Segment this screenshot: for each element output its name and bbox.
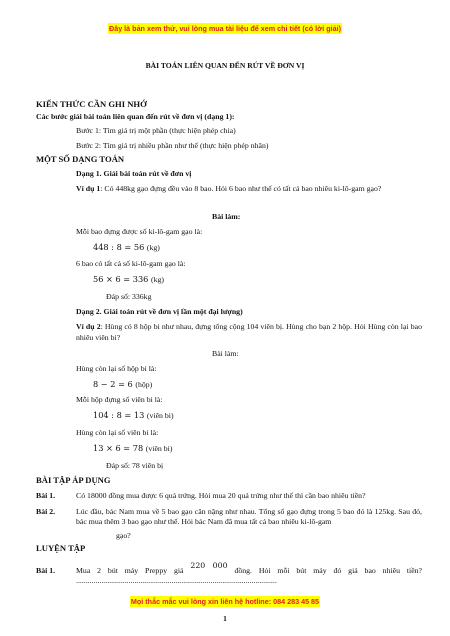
exercise-1-text: Có 18000 đồng mua được 6 quả trứng. Hỏi mua 20 quả trứng như thế thì cần bao nhiêu tiền? xyxy=(76,491,366,500)
ex2-answer: Đáp số: 78 viên bị xyxy=(106,461,164,470)
step-2: Bước 2: Tìm giá trị nhiều phần như thế (thực hiện phép nhân) xyxy=(76,141,269,150)
page-title: BÀI TOÁN LIÊN QUAN ĐẾN RÚT VỀ ĐƠN VỊ xyxy=(145,61,305,70)
ex1-calc-2: 56 × 6 = 336 (kg) xyxy=(93,274,164,284)
form2-heading: Dạng 2. Giải toán rút về đơn vị lần một đại lượng) xyxy=(76,307,243,316)
ex2-calc-3: 13 × 6 = 78 (viên bi) xyxy=(93,443,173,453)
section-heading-forms: MỘT SỐ DẠNG TOÁN xyxy=(36,154,125,164)
example-1: Ví dụ 1: Có 448kg gạo đựng đều vào 8 bao. Hỏi 6 bao như thế có tất cả bao nhiêu ki-lô-gam gạo? xyxy=(76,184,382,193)
form1-heading: Dạng 1. Giải bài toán rút về đơn vị xyxy=(76,169,192,178)
ex2-line-2: Mỗi hộp đựng số viên bi là: xyxy=(76,395,163,404)
ex2-line-3: Hùng còn lại số viên bi là: xyxy=(76,428,159,437)
training-1-label: Bài 1. xyxy=(36,566,56,575)
exercise-2-text: Lúc đầu, bác Nam mua về 5 bao gạo cân nặng như nhau. Tổng số gạo đựng trong 5 bao đó là 125kg. Sau đó, bác mua thêm 3 bao gạo như thế. Hỏi bác Nam đã mua tất cả bao nhiêu ki-lô-gam xyxy=(76,507,422,526)
section-heading-practice: BÀI TẬP ÁP DỤNG xyxy=(36,475,111,485)
ex2-line-1: Hùng còn lại số hộp bi là: xyxy=(76,364,157,373)
preview-banner: Đây là bản xem thử, vui lòng mua tài liệu để xem chi tiết (có lời giải) xyxy=(109,24,341,33)
step-1: Bước 1: Tìm giá trị một phần (thực hiện phép chia) xyxy=(76,126,236,135)
section-heading-training: LUYỆN TẬP xyxy=(36,543,86,553)
ex1-calc-1: 448 : 8 = 56 (kg) xyxy=(93,242,160,252)
ex1-answer: Đáp số: 336kg xyxy=(106,292,152,301)
ex2-calc-2: 104 : 8 = 13 (viên bi) xyxy=(93,410,174,420)
solution-label-1: Bài làm: xyxy=(212,212,241,221)
ex2-calc-1: 8 − 2 = 6 (hộp) xyxy=(93,379,153,389)
exercise-1-label: Bài 1. xyxy=(36,491,56,500)
training-1-text: Mua 2 bút máy Preppy giá 220 000 đồng. Hỏi mỗi bút máy đó giá bao nhiêu tiền? ....................................................................................................... xyxy=(76,561,423,585)
price-value: 220 000 xyxy=(190,561,228,570)
ex1-line-1: Mỗi bao đựng được số ki-lô-gam gạo là: xyxy=(76,227,203,236)
solution-label-2: Bài làm: xyxy=(212,349,239,358)
exercise-2-label: Bài 2. xyxy=(36,507,56,516)
steps-subheading: Các bước giải bài toán liên quan đến rút về đơn vị (dạng 1): xyxy=(36,112,235,121)
section-heading-knowledge: KIẾN THỨC CẦN GHI NHỚ xyxy=(36,99,147,109)
page-number: 1 xyxy=(223,614,227,623)
ex1-line-2: 6 bao có tất cả số ki-lô-gam gạo là: xyxy=(76,259,186,268)
exercise-2-tail: gạo? xyxy=(116,531,131,540)
hotline-banner: Mọi thắc mắc vui lòng xin liên hệ hotline: 084 283 45 85 xyxy=(130,597,320,606)
example-2: Ví dụ 2: Hùng có 8 hộp bi như nhau, đựng tổng cộng 104 viên bị. Hùng cho bạn 2 hộp. Hỏi Hùng còn lại bao nhiêu viên bi? xyxy=(76,322,422,342)
